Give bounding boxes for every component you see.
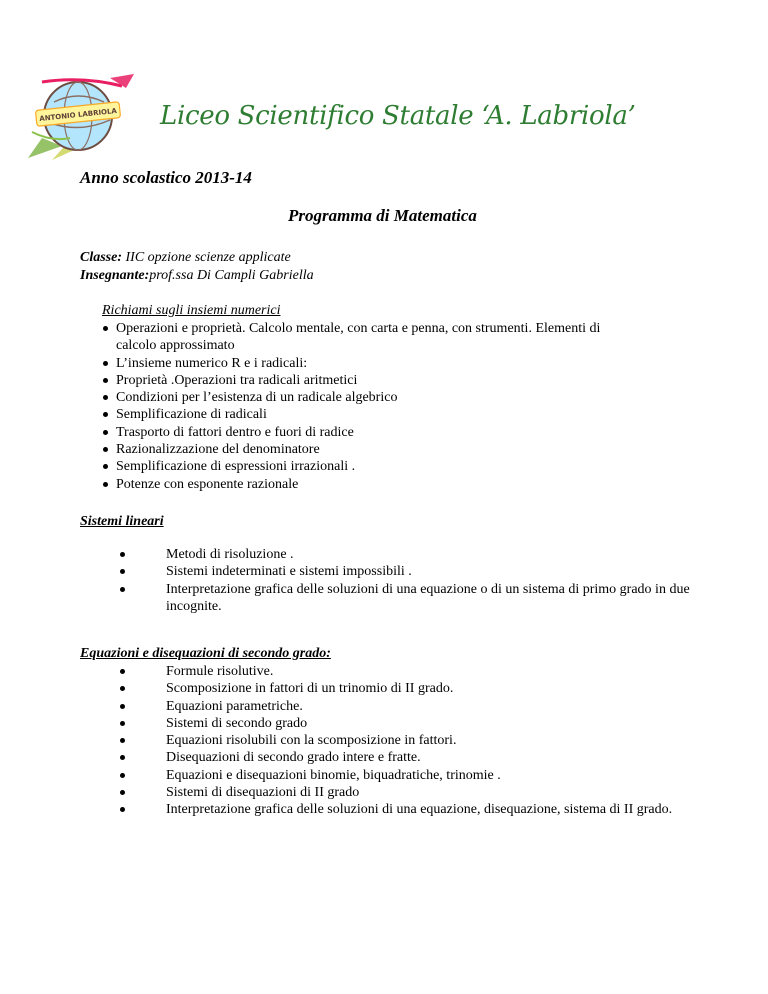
school-logo [22,72,140,164]
program-title: Programma di Matematica [288,206,477,225]
class-label: Classe: [80,250,122,265]
list-item: Condizioni per l’esistenza di un radicale algebrico [116,389,756,406]
list-item: Semplificazione di radicali [116,406,756,423]
list-item: Disequazioni di secondo grado intere e fratte. [166,749,726,766]
list-item: Sistemi indeterminati e sistemi impossibili . [166,563,716,580]
list-item: Interpretazione grafica delle soluzioni di una equazione, disequazione, sistema di II grado. [166,801,726,818]
insiemi-numerici-list [116,320,756,493]
section-title-equazioni-disequazioni: Equazioni e disequazioni di secondo grado: [80,646,331,661]
list-item: Equazioni risolubili con la scomposizione in fattori. [166,732,726,749]
teacher-value: prof.ssa Di Campli Gabriella [149,268,314,283]
list-item: Equazioni parametriche. [166,698,726,715]
list-item: Formule risolutive. [166,663,726,680]
sistemi-lineari-list [166,546,716,615]
list-item: Operazioni e proprietà. Calcolo mentale, con carta e penna, con strumenti. Elementi di calcolo approssimato [116,320,616,355]
list-item: Sistemi di secondo grado [166,715,726,732]
list-item: L’insieme numerico R e i radicali: [116,355,756,372]
list-item: Interpretazione grafica delle soluzioni di una equazione o di un sistema di primo grado in due incognite. [166,581,716,616]
section-title-insiemi-numerici: Richiami sugli insiemi numerici [102,303,281,318]
list-item: Proprietà .Operazioni tra radicali aritmetici [116,372,756,389]
equazioni-disequazioni-list [166,663,726,819]
teacher-label: Insegnante: [80,268,150,283]
list-item: Trasporto di fattori dentro e fuori di radice [116,424,756,441]
list-item: Equazioni e disequazioni binomie, biquadratiche, trinomie . [166,767,726,784]
list-item: Potenze con esponente razionale [116,476,756,493]
list-item: Scomposizione in fattori di un trinomio di II grado. [166,680,726,697]
school-title: Liceo Scientifico Statale ‘A. Labriola’ [160,101,636,131]
svg-text:ANTONIO LABRIOLA: ANTONIO LABRIOLA [38,106,118,124]
section-title-sistemi-lineari: Sistemi lineari [80,514,164,529]
school-year: Anno scolastico 2013-14 [80,168,252,187]
list-item: Sistemi di disequazioni di II grado [166,784,726,801]
list-item: Metodi di risoluzione . [166,546,716,563]
class-info [80,250,291,266]
teacher-info [80,268,314,284]
class-value: IIC opzione scienze applicate [122,250,291,265]
list-item: Razionalizzazione del denominatore [116,441,756,458]
list-item: Semplificazione di espressioni irrazionali . [116,458,756,475]
